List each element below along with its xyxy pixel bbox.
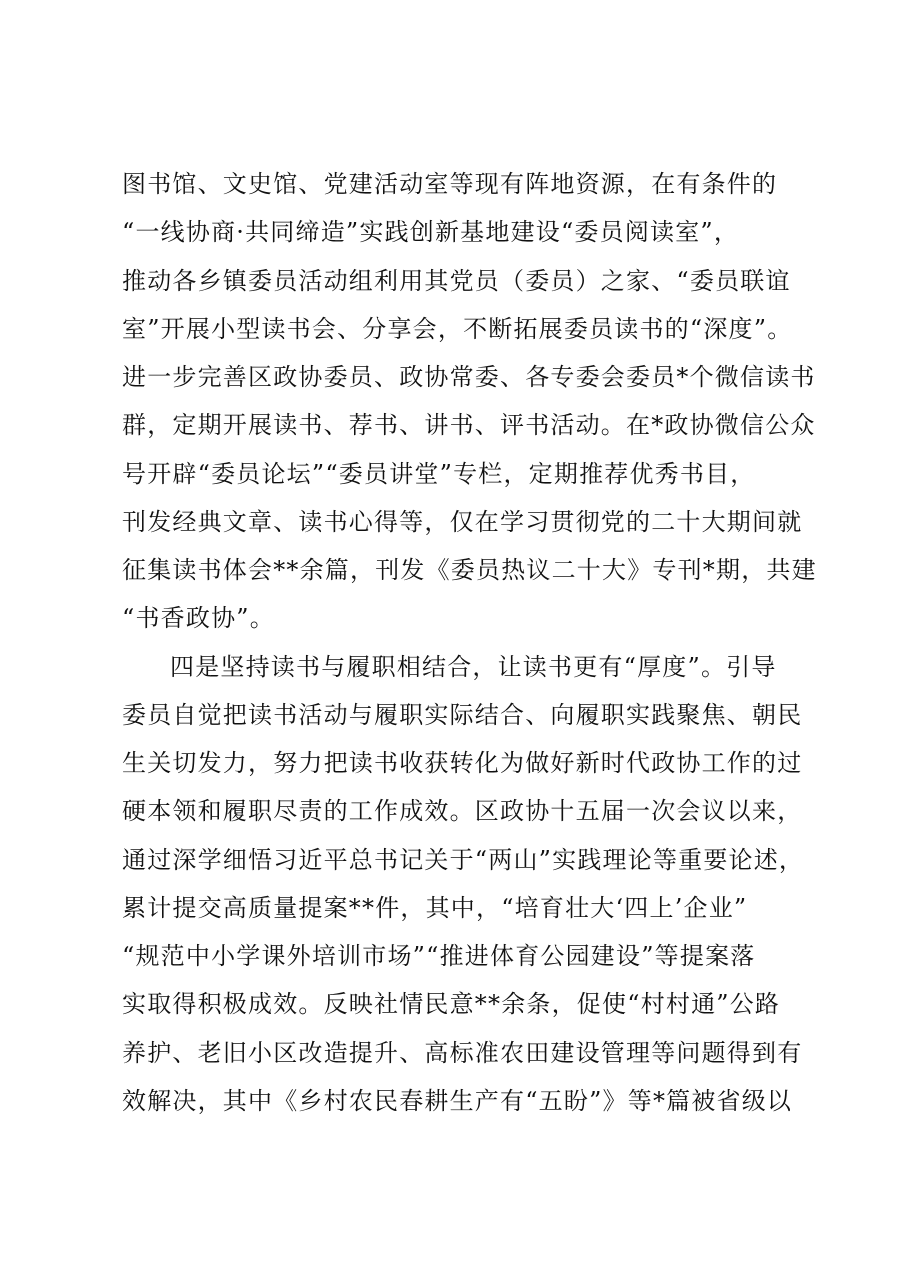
body-text xyxy=(122,160,817,1125)
paragraph-start-line: 四是坚持读书与履职相结合，让读书更有“厚度”。引导 xyxy=(170,652,777,681)
text-line-10: “书香政协”。 xyxy=(122,604,275,633)
text-line-12: 委员自觉把读书活动与履职实际结合、向履职实践聚焦、朝民 xyxy=(122,700,803,729)
text-line-9: 征集读书体会**余篇，刊发《委员热议二十大》专刊*期，共建 xyxy=(122,556,817,584)
text-line-7: 号开辟“委员论坛”“委员讲堂”专栏，定期推荐优秀书目， xyxy=(122,459,756,488)
text-line-5: 进一步完善区政协委员、政协常委、各专委会委员*个微信读书 xyxy=(122,363,816,391)
text-line-1: 图书馆、文史馆、党建活动室等现有阵地资源，在有条件的 xyxy=(122,170,778,198)
text-line-3: 推动各乡镇委员活动组利用其党员（委员）之家、“委员联谊 xyxy=(122,266,791,295)
text-line-6: 群，定期开展读书、荐书、讲书、评书活动。在*政协微信公众 xyxy=(122,411,816,440)
text-line-17: “规范中小学课外培训市场”“推进体育公园建设”等提案落 xyxy=(122,942,756,970)
text-line-14: 硬本领和履职尽责的工作成效。区政协十五届一次会议以来， xyxy=(122,797,803,826)
text-line-2: “一线协商·共同缔造”实践创新基地建设“委员阅读室”， xyxy=(122,218,740,247)
text-line-4: 室”开展小型读书会、分享会，不断拓展委员读书的“深度”。 xyxy=(122,314,793,343)
text-line-16: 累计提交高质量提案**件，其中，“培育壮大‘四上’企业” xyxy=(122,893,748,922)
text-line-20: 效解决，其中《乡村农民春耕生产有“五盼”》等*篇被省级以 xyxy=(122,1086,793,1115)
text-line-18: 实取得积极成效。反映社情民意**余条，促使“村村通”公路 xyxy=(122,990,781,1019)
text-line-8: 刊发经典文章、读书心得等，仅在学习贯彻党的二十大期间就 xyxy=(122,507,803,536)
text-line-15: 通过深学细悟习近平总书记关于“两山”实践理论等重要论述， xyxy=(122,845,805,874)
text-line-19: 养护、老旧小区改造提升、高标准农田建设管理等问题得到有 xyxy=(122,1038,803,1067)
text-line-13: 生关切发力，努力把读书收获转化为做好新时代政协工作的过 xyxy=(122,749,803,777)
